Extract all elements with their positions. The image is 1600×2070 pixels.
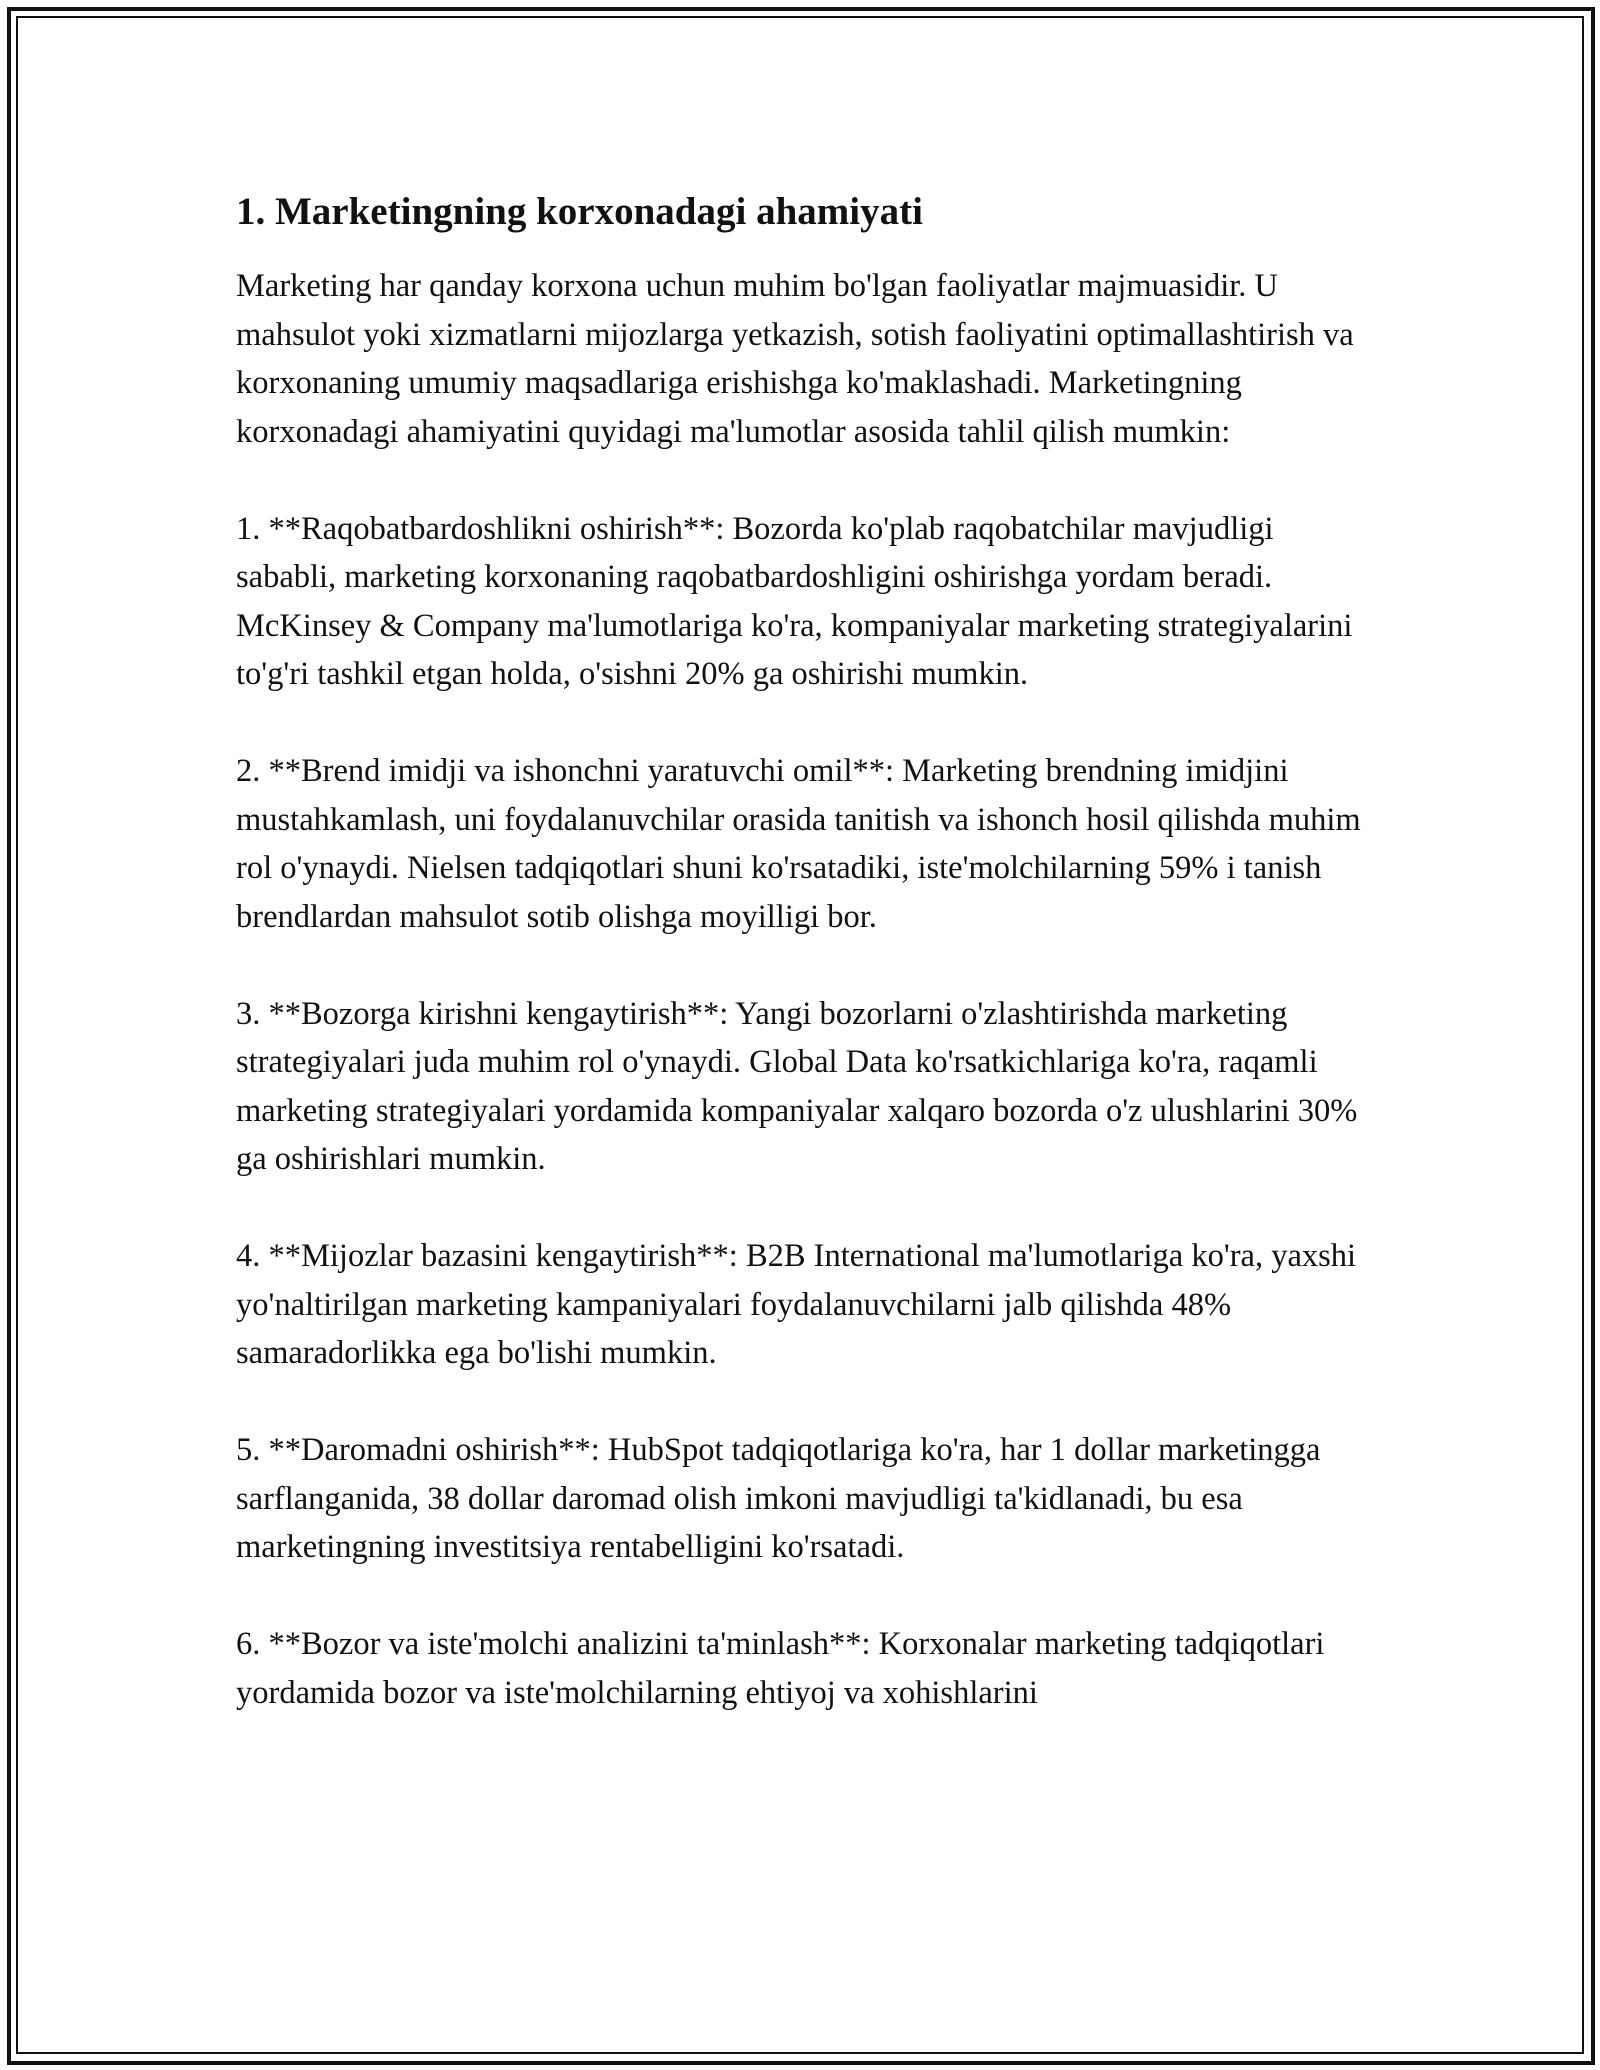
list-item-5: 5. **Daromadni oshirish**: HubSpot tadqiqotlariga ko'ra, har 1 dollar marketingga sarflanganida, 38 dollar daromad olish imkoni mavjudligi ta'kidlanadi, bu esa marketingning investitsiya rentabelligini ko'rsatadi. [236,1432,1321,1565]
list-item-4: 4. **Mijozlar bazasini kengaytirish**: B2B International ma'lumotlariga ko'ra, yaxshi yo'naltirilgan marketing kampaniyalari foydalanuvchilarni jalb qilishda 48% samaradorlikka ega bo'lishi mumkin. [236,1238,1357,1371]
document-body [236,186,1366,1766]
list-item-2: 2. **Brend imidji va ishonchni yaratuvchi omil**: Marketing brendning imidjini mustahkamlash, uni foydalanuvchilar orasida tanitish va ishonch hosil qilishda muhim rol o'ynaydi. Nielsen tadqiqotlari shuni ko'rsatadiki, iste'molchilarning 59% i tanish brendlardan mahsulot sotib olishga moyilligi bor. [236,753,1361,935]
section-heading: 1. Marketingning korxonadagi ahamiyati [236,190,923,233]
list-item-6: 6. **Bozor va iste'molchi analizini ta'minlash**: Korxonalar marketing tadqiqotlari yordamida bozor va iste'molchilarning ehtiyoj va xohishlarini [236,1626,1325,1711]
list-item-1: 1. **Raqobatbardoshlikni oshirish**: Bozorda ko'plab raqobatchilar mavjudligi sababli, marketing korxonaning raqobatbardoshligini oshirishga yordam beradi. McKinsey & Company ma'lumotlariga ko'ra, kompaniyalar marketing strategiyalarini to'g'ri tashkil etgan holda, o'sishni 20% ga oshirishi mumkin. [236,510,1353,692]
list-item-3: 3. **Bozorga kirishni kengaytirish**: Yangi bozorlarni o'zlashtirishda marketing strategiyalari juda muhim rol o'ynaydi. Global Data ko'rsatkichlariga ko'ra, raqamli marketing strategiyalari yordamida kompaniyalar xalqaro bozorda o'z ulushlarini 30% ga oshirishlari mumkin. [236,995,1358,1177]
intro-paragraph: Marketing har qanday korxona uchun muhim bo'lgan faoliyatlar majmuasidir. U mahsulot yoki xizmatlarni mijozlarga yetkazish, sotish faoliyatini optimallashtirish va korxonaning umumiy maqsadlariga erishishga ko'maklashadi. Marketingning korxonadagi ahamiyatini quyidagi ma'lumotlar asosida tahlil qilish mumkin: [236,268,1354,450]
